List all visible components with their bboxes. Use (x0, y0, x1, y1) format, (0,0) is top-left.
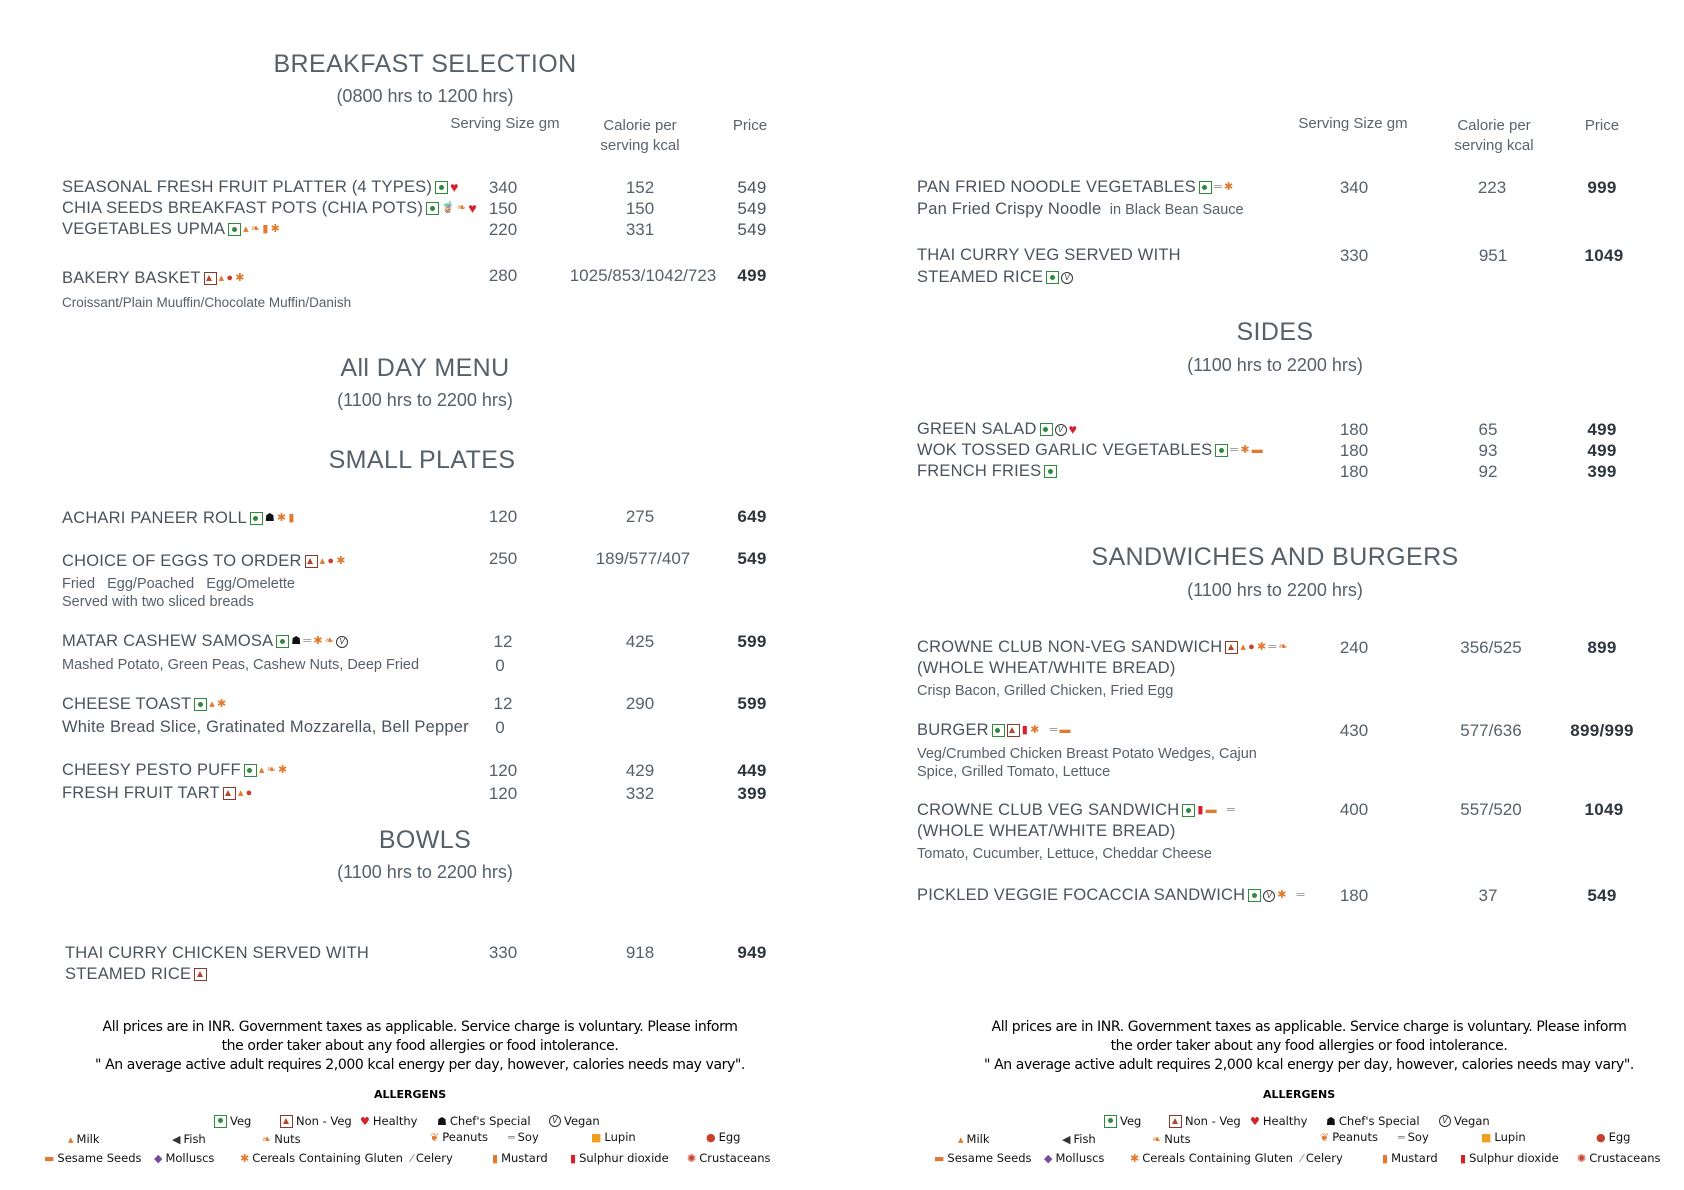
cereals-icon: ✱ (1277, 889, 1287, 902)
menu-item-description-line2: Spice, Grilled Tomato, Lettuce (917, 764, 1111, 780)
legend-celery: ⁄ Celery (411, 1151, 453, 1165)
healthy-icon: ♥ (468, 200, 477, 217)
serving-size-value-line2: 0 (495, 718, 505, 737)
soy-icon: ═ (508, 1130, 515, 1144)
legend-fish: ◀ Fish (1062, 1132, 1096, 1146)
legend-healthy: ♥ Healthy (360, 1114, 418, 1128)
breakfast-section-title: BREAKFAST SELECTION (273, 50, 577, 78)
sesame-icon: ▬ (1205, 804, 1217, 817)
calorie-value: 37 (1478, 886, 1498, 905)
non-veg-icon (1225, 641, 1238, 654)
molluscs-icon: ◆ (1044, 1151, 1053, 1165)
serving-size-value: 220 (488, 220, 518, 239)
calorie-value: 152 (625, 178, 655, 197)
calorie-value: 92 (1478, 462, 1498, 481)
price-value: 549 (737, 199, 767, 218)
menu-item-description: Crisp Bacon, Grilled Chicken, Fried Egg (917, 683, 1174, 699)
milk-icon: ▴ (218, 272, 225, 285)
menu-item-name: CROWNE CLUB NON-VEG SANDWICH ▴ ● ✱ ═ ❧ (917, 638, 1288, 656)
nuts-icon: ❧ (324, 635, 335, 648)
legend-fish: ◀ Fish (172, 1132, 206, 1146)
price-value: 999 (1587, 178, 1617, 197)
cereals-icon: ✱ (276, 512, 287, 525)
calorie-value: 189/577/407 (595, 549, 691, 568)
price-value: 549 (737, 178, 767, 197)
veg-icon (1248, 889, 1261, 902)
veg-icon (228, 223, 241, 236)
footer-line-2: the order taker about any food allergies or food intolerance. (1110, 1038, 1508, 1054)
vegan-icon: V (1055, 424, 1067, 436)
legend-mustard: ▮ Mustard (1382, 1151, 1438, 1165)
menu-item-name: GREEN SALAD V ♥ (917, 420, 1078, 438)
calorie-value: 65 (1478, 420, 1498, 439)
sulphur-dioxide-icon: ▮ (1197, 804, 1204, 817)
egg-icon: ● (1248, 641, 1255, 654)
egg-icon: ● (245, 787, 253, 800)
healthy-icon: ♥ (1068, 421, 1078, 438)
molluscs-icon: ◆ (154, 1151, 163, 1165)
legend-egg: ● Egg (706, 1130, 741, 1144)
legend-nuts: ❧ Nuts (262, 1132, 301, 1146)
legend-milk: ▴ Milk (68, 1132, 100, 1146)
menu-item-name: MATAR CASHEW SAMOSA ☗ ═ ✱ ❧ V (62, 632, 348, 651)
legend-celery: ⁄ Celery (1301, 1151, 1343, 1165)
mustard-icon: ▮ (1382, 1151, 1389, 1165)
vegan-icon: V (549, 1115, 561, 1127)
menu-item-name: ACHARI PANEER ROLL ☗ ✱ ▮ (62, 509, 295, 527)
healthy-icon: ♥ (360, 1114, 370, 1128)
veg-icon (244, 764, 257, 777)
sulphur-dioxide-icon: ▮ (1021, 724, 1029, 737)
crustaceans-icon: ✺ (1577, 1151, 1587, 1165)
price-value: 499 (1587, 420, 1617, 439)
non-veg-icon (204, 272, 217, 285)
legend-healthy: ♥ Healthy (1250, 1114, 1308, 1128)
legend-nuts: ❧ Nuts (1152, 1132, 1191, 1146)
menu-item-description: Pan Fried Crispy Noodle in Black Bean Sauce (917, 200, 1244, 218)
menu-item-description: Tomato, Cucumber, Lettuce, Cheddar Cheese (917, 846, 1212, 862)
all-day-menu-title: All DAY MENU (340, 354, 510, 382)
footer-line-1: All prices are in INR. Government taxes as applicable. Service charge is voluntary. Please inform (991, 1019, 1627, 1035)
serving-size-value: 180 (1339, 462, 1369, 481)
sulphur-dioxide-icon: ▮ (1460, 1151, 1467, 1165)
cereals-icon: ✱ (336, 555, 346, 568)
milk-icon: 🧋 (441, 202, 455, 215)
menu-item-name: SEASONAL FRESH FRUIT PLATTER (4 TYPES) ♥ (62, 178, 459, 196)
legend-molluscs: ◆ Molluscs (1044, 1151, 1105, 1165)
chefs-special-icon: ☗ (1326, 1114, 1336, 1128)
sesame-icon: ▬ (44, 1151, 55, 1165)
soy-icon: ═ (1049, 724, 1058, 737)
veg-icon (1044, 465, 1057, 478)
price-value: 399 (1587, 462, 1617, 481)
cereals-icon: ✱ (313, 635, 323, 648)
menu-item-name-line2: (WHOLE WHEAT/WHITE BREAD) (917, 659, 1176, 677)
egg-icon: ● (226, 272, 234, 285)
calorie-value: 951 (1478, 246, 1508, 265)
milk-icon: ▴ (237, 787, 244, 800)
cereals-icon: ✱ (278, 764, 288, 777)
milk-icon: ▴ (319, 555, 326, 568)
vegan-icon: V (1061, 272, 1073, 284)
calorie-value: 577/636 (1460, 721, 1522, 740)
chefs-special-icon: ☗ (291, 635, 302, 648)
legend-crustaceans: ✺ Crustaceans (1577, 1151, 1661, 1165)
nuts-icon: ❧ (1278, 641, 1288, 654)
legend-sesame: ▬ Sesame Seeds (934, 1151, 1032, 1165)
milk-icon: ▴ (243, 223, 249, 236)
egg-icon: ● (327, 555, 335, 568)
calorie-value: 150 (625, 199, 655, 218)
sides-section-title: SIDES (1236, 318, 1314, 346)
menu-item-name: BAKERY BASKET ▴ ● ✱ (62, 269, 245, 287)
footer-line-1: All prices are in INR. Government taxes as applicable. Service charge is voluntary. Please inform (102, 1019, 738, 1035)
menu-item-name: CROWNE CLUB VEG SANDWICH ▮ ▬ ═ (917, 801, 1235, 819)
calorie-value: 331 (625, 220, 655, 239)
legend-peanuts: ❦ Peanuts (1320, 1130, 1378, 1144)
non-veg-icon (280, 1115, 293, 1128)
serving-size-value: 330 (488, 943, 518, 962)
legend-sesame: ▬ Sesame Seeds (44, 1151, 142, 1165)
non-veg-icon (1169, 1115, 1182, 1128)
serving-size-value: 180 (1339, 441, 1369, 460)
menu-item-name: CHIA SEEDS BREAKFAST POTS (CHIA POTS) 🧋 ❧ ♥ (62, 199, 477, 217)
milk-icon: ▴ (68, 1132, 74, 1146)
legend-sulphur-dioxide: ▮ Sulphur dioxide (570, 1151, 669, 1165)
serving-size-header: Serving Size gm (1298, 115, 1408, 132)
veg-icon (1199, 181, 1212, 194)
menu-item-name: CHEESY PESTO PUFF ▴ ❧ ✱ (62, 761, 288, 779)
serving-size-value: 150 (488, 199, 518, 218)
menu-item-description: Mashed Potato, Green Peas, Cashew Nuts, Deep Fried (62, 657, 420, 673)
sesame-icon: ▬ (934, 1151, 945, 1165)
menu-item-name: THAI CURRY CHICKEN SERVED WITH (65, 944, 369, 962)
legend-vegan: V Vegan (1439, 1114, 1490, 1128)
lupin-icon: ■ (591, 1130, 602, 1144)
serving-size-value: 120 (488, 784, 518, 803)
menu-item-name: WOK TOSSED GARLIC VEGETABLES ═ ✱ ▬ (917, 441, 1263, 459)
price-value: 399 (737, 784, 767, 803)
serving-size-value: 180 (1339, 420, 1369, 439)
legend-crustaceans: ✺ Crustaceans (687, 1151, 771, 1165)
cereals-icon: ✱ (216, 698, 227, 711)
legend-non-veg: Non - Veg (280, 1114, 352, 1128)
soy-icon: ═ (1268, 641, 1277, 654)
price-value: 549 (737, 220, 767, 239)
price-value: 449 (737, 761, 767, 780)
small-plates-title: SMALL PLATES (328, 446, 516, 474)
price-value: 499 (1587, 441, 1617, 460)
vegan-icon: V (336, 636, 348, 648)
price-value: 599 (737, 632, 767, 651)
nuts-icon: ❧ (266, 764, 276, 777)
chefs-special-icon: ☗ (264, 512, 275, 525)
mustard-icon: ▮ (492, 1151, 499, 1165)
serving-size-value: 180 (1339, 886, 1369, 905)
soy-icon: ═ (1226, 804, 1235, 817)
nuts-icon: ❧ (250, 223, 261, 236)
calorie-value: 356/525 (1460, 638, 1522, 657)
calorie-value: 1025/853/1042/723 (569, 266, 717, 285)
cereals-icon: ✱ (1223, 181, 1234, 194)
celery-icon: ⁄ (411, 1151, 413, 1165)
legend-molluscs: ◆ Molluscs (154, 1151, 215, 1165)
veg-icon (194, 698, 207, 711)
nuts-icon: ❧ (262, 1132, 272, 1146)
milk-icon: ▴ (209, 698, 215, 711)
fish-icon: ◀ (172, 1132, 181, 1146)
legend-lupin: ■ Lupin (591, 1130, 636, 1144)
sesame-icon: ▬ (1251, 444, 1263, 457)
menu-item-name-line2: (WHOLE WHEAT/WHITE BREAD) (917, 822, 1176, 840)
veg-icon (276, 635, 289, 648)
peanuts-icon: ❦ (1320, 1130, 1330, 1144)
mustard-icon: ▮ (288, 512, 295, 525)
menu-item-description: Croissant/Plain Muuffin/Chocolate Muffin/Danish (62, 295, 352, 310)
menu-item-description-line2: Served with two sliced breads (62, 594, 254, 610)
serving-size-value: 330 (1339, 246, 1369, 265)
serving-size-value: 120 (488, 507, 518, 526)
serving-size-value-line2: 0 (495, 656, 505, 675)
veg-icon (1215, 444, 1228, 457)
celery-icon: ⁄ (1301, 1151, 1303, 1165)
legend-cereals: ✱ Cereals Containing Gluten (240, 1151, 403, 1165)
legend-non-veg: Non - Veg (1169, 1114, 1241, 1128)
breakfast-section-time: (0800 hrs to 1200 hrs) (336, 86, 514, 106)
legend-chefs-special: ☗ Chef's Special (437, 1114, 531, 1128)
healthy-icon: ♥ (1250, 1114, 1260, 1128)
serving-size-value: 120 (488, 761, 518, 780)
legend-mustard: ▮ Mustard (492, 1151, 548, 1165)
price-value: 499 (737, 266, 767, 285)
calorie-value: 290 (625, 694, 655, 713)
milk-icon: ▴ (258, 764, 265, 777)
legend-cereals: ✱ Cereals Containing Gluten (1130, 1151, 1293, 1165)
veg-icon (214, 1115, 227, 1128)
menu-item-description: White Bread Slice, Gratinated Mozzarella, Bell Pepper (62, 718, 469, 736)
veg-icon (1040, 423, 1053, 436)
serving-size-value: 240 (1339, 638, 1369, 657)
veg-icon (1182, 804, 1195, 817)
menu-item-name: FRENCH FRIES (917, 462, 1057, 481)
crustaceans-icon: ✺ (687, 1151, 697, 1165)
footer-line-3: " An average active adult requires 2,000 kcal energy per day, however, calories needs may vary". (95, 1057, 745, 1073)
serving-size-value: 400 (1339, 800, 1369, 819)
price-value: 949 (737, 943, 767, 962)
footer-note (949, 1018, 1669, 1075)
mustard-icon: ▮ (262, 223, 269, 236)
price-value: 899 (1587, 638, 1617, 657)
soy-icon: ═ (1296, 889, 1305, 902)
cereals-icon: ✱ (1130, 1151, 1140, 1165)
menu-item-name: CHOICE OF EGGS TO ORDER ▴ ● ✱ (62, 552, 346, 570)
allergens-title: ALLERGENS (374, 1088, 447, 1101)
veg-icon (992, 724, 1005, 737)
menu-item-name: CHEESE TOAST ▴ ✱ (62, 695, 227, 713)
serving-size-value: 12 (493, 694, 513, 713)
calorie-value: 93 (1478, 441, 1498, 460)
serving-size-value: 280 (488, 266, 518, 285)
veg-icon (250, 512, 263, 525)
calorie-value: 557/520 (1460, 800, 1522, 819)
legend-chefs-special: ☗ Chef's Special (1326, 1114, 1420, 1128)
price-header: Price (732, 117, 768, 134)
milk-icon: ▴ (1240, 641, 1247, 654)
egg-icon: ● (1596, 1130, 1606, 1144)
price-header: Price (1584, 117, 1620, 134)
non-veg-icon (194, 968, 207, 981)
nuts-icon: ❧ (1152, 1132, 1162, 1146)
menu-item-name: PAN FRIED NOODLE VEGETABLES ═ ✱ (917, 178, 1234, 196)
legend-sulphur-dioxide: ▮ Sulphur dioxide (1460, 1151, 1559, 1165)
price-value: 649 (737, 507, 767, 526)
calorie-value: 223 (1477, 178, 1507, 197)
peanuts-icon: ❦ (430, 1130, 440, 1144)
price-value: 599 (737, 694, 767, 713)
cereals-icon: ✱ (1256, 641, 1267, 654)
calorie-value: 425 (625, 632, 655, 651)
legend-lupin: ■ Lupin (1481, 1130, 1526, 1144)
non-veg-icon (305, 555, 318, 568)
all-day-menu-time: (1100 hrs to 2200 hrs) (337, 390, 513, 410)
menu-item-name-line2: STEAMED RICE V (917, 268, 1073, 287)
vegan-icon: V (1439, 1115, 1451, 1127)
footer-line-2: the order taker about any food allergies or food intolerance. (221, 1038, 619, 1054)
serving-size-value: 340 (488, 178, 518, 197)
cereals-icon: ✱ (240, 1151, 250, 1165)
vegan-icon: V (1263, 890, 1275, 902)
egg-icon: ● (706, 1130, 716, 1144)
menu-item-description: Veg/Crumbed Chicken Breast Potato Wedges, Cajun (917, 746, 1257, 762)
calorie-header: Calorie per serving kcal (1454, 117, 1534, 154)
right-menu-page (842, 0, 1684, 1190)
menu-item-name: FRESH FRUIT TART ▴ ● (62, 784, 253, 802)
cereals-icon: ✱ (1240, 444, 1250, 457)
soy-icon: ═ (1398, 1130, 1405, 1144)
sesame-icon: ▬ (1059, 724, 1071, 737)
bowls-section-title: BOWLS (378, 826, 472, 854)
soy-icon: ═ (303, 635, 312, 648)
menu-item-name: THAI CURRY VEG SERVED WITH (917, 246, 1181, 264)
serving-size-value: 12 (493, 632, 513, 651)
healthy-icon: ♥ (450, 179, 459, 196)
menu-item-name: VEGETABLES UPMA ▴ ❧ ▮ ✱ (62, 220, 281, 238)
cereals-icon: ✱ (1030, 724, 1040, 737)
calorie-value: 332 (625, 784, 655, 803)
soy-icon: ═ (1230, 444, 1239, 457)
legend-peanuts: ❦ Peanuts (430, 1130, 488, 1144)
non-veg-icon (223, 787, 236, 800)
sandwiches-section-time: (1100 hrs to 2200 hrs) (1187, 580, 1363, 600)
menu-item-description: Fried Egg/Poached Egg/Omelette (62, 576, 295, 592)
nuts-icon: ❧ (456, 202, 467, 215)
footer-note (60, 1018, 780, 1075)
menu-item-name-line2: STEAMED RICE (65, 965, 207, 984)
price-value: 549 (737, 549, 767, 568)
footer-line-3: " An average active adult requires 2,000 kcal energy per day, however, calories needs may vary". (984, 1057, 1634, 1073)
bowls-section-time: (1100 hrs to 2200 hrs) (337, 862, 513, 882)
menu-item-name: PICKLED VEGGIE FOCACCIA SANDWICH V ✱ ═ (917, 886, 1305, 904)
milk-icon: ▴ (958, 1132, 964, 1146)
price-value: 899/999 (1570, 721, 1634, 740)
cereals-icon: ✱ (235, 272, 245, 285)
legend-egg: ● Egg (1596, 1130, 1631, 1144)
veg-icon (1046, 271, 1059, 284)
chefs-special-icon: ☗ (437, 1114, 447, 1128)
sandwiches-section-title: SANDWICHES AND BURGERS (1091, 543, 1459, 571)
serving-size-value: 340 (1339, 178, 1369, 197)
legend-milk: ▴ Milk (958, 1132, 990, 1146)
sides-section-time: (1100 hrs to 2200 hrs) (1187, 355, 1363, 375)
lupin-icon: ■ (1481, 1130, 1492, 1144)
calorie-value: 429 (625, 761, 655, 780)
sulphur-dioxide-icon: ▮ (570, 1151, 577, 1165)
serving-size-header: Serving Size gm (450, 115, 560, 132)
serving-size-value: 430 (1339, 721, 1369, 740)
legend-vegan: V Vegan (549, 1114, 600, 1128)
legend-veg: Veg (214, 1114, 251, 1128)
price-value: 1049 (1584, 246, 1624, 265)
soy-icon: ═ (1213, 181, 1222, 194)
legend-soy: ═ Soy (1398, 1130, 1429, 1144)
legend-veg: Veg (1104, 1114, 1141, 1128)
calorie-header: Calorie per serving kcal (600, 117, 680, 154)
non-veg-icon (1007, 724, 1020, 737)
allergens-title: ALLERGENS (1263, 1088, 1336, 1101)
menu-item-name: BURGER ▮ ✱ ═ ▬ (917, 721, 1071, 739)
legend-soy: ═ Soy (508, 1130, 539, 1144)
price-value: 1049 (1584, 800, 1624, 819)
calorie-value: 275 (625, 507, 655, 526)
fish-icon: ◀ (1062, 1132, 1071, 1146)
price-value: 549 (1587, 886, 1617, 905)
calorie-value: 918 (625, 943, 655, 962)
cereals-icon: ✱ (270, 223, 281, 236)
serving-size-value: 250 (488, 549, 518, 568)
veg-icon (1104, 1115, 1117, 1128)
